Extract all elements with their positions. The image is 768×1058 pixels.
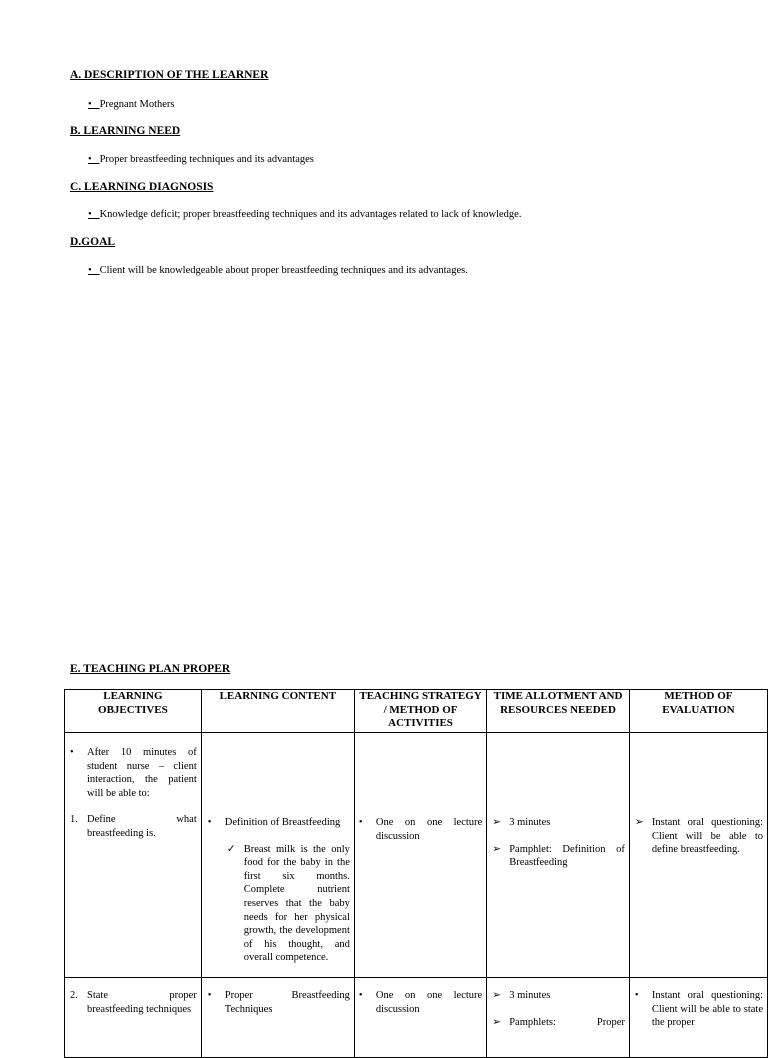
section-c-item-text: Knowledge deficit; proper breastfeeding techniques and its advantages related to lack of knowledge. [99,209,522,220]
section-a-title: A. DESCRIPTION OF THE LEARNER [70,69,269,81]
header-learning-objectives: LEARNING OBJECTIVES [65,690,202,733]
objective-item: 2. State proper breastfeeding techniques [70,990,197,1015]
checkmark-icon: ✓ [226,843,236,855]
objective-number: 1. [70,814,78,826]
strategy-item: • One on one lecture discussion [358,817,483,842]
objective-intro: • After 10 minutes of student nurse – client interaction, the patient will be able to: [70,747,197,799]
strategy-cell [354,978,486,1058]
header-time-allotment: TIME ALLOTMENT AND RESOURCES NEEDED [487,690,630,733]
section-c-item [88,208,521,222]
content-cell [201,978,354,1058]
bullet-icon: • [88,265,92,276]
section-e-title: E. TEACHING PLAN PROPER [70,663,231,675]
time-item: ➢ 3 minutes [492,990,551,1001]
section-d-item-text: Client will be knowledgeable about proper breastfeeding techniques and its advantages. [99,265,468,276]
table-row [65,978,768,1058]
resources-item: ➢ Pamphlets: Proper [492,1016,625,1028]
strategy-cell [354,733,486,978]
evaluation-cell [629,733,767,978]
bullet-icon: • [207,817,212,828]
content-sub-item: ✓ Breast milk is the only food for the baby in the first six months. Complete nutrient reserves that the baby needs for her physical growth, the development of his thought, and overall competence. [226,843,350,964]
table-header-row [65,690,768,733]
strategy-item: • One on one lecture discussion [358,990,483,1015]
arrow-bullet-icon: ➢ [492,1016,502,1028]
section-a-item-text: Pregnant Mothers [99,99,175,110]
resources-item: ➢ Pamphlet: Definition of Breastfeeding [492,843,625,869]
evaluation-item: ➢ Instant oral questioning: Client will be able to define breastfeeding. [634,817,763,856]
arrow-bullet-icon: ➢ [634,817,644,828]
section-a-item [88,98,175,112]
arrow-bullet-icon: ➢ [492,990,502,1001]
bullet-icon: • [88,99,92,110]
section-d-item [88,264,468,278]
content-item: • Definition of Breastfeeding [207,817,341,828]
objective-cell [65,978,202,1058]
arrow-bullet-icon: ➢ [492,843,502,855]
objective-cell [65,733,202,978]
bullet-icon: • [358,817,363,828]
bullet-icon: • [207,990,212,1001]
content-cell [201,733,354,978]
header-teaching-strategy: TEACHING STRATEGY / METHOD OF ACTIVITIES [354,690,486,733]
bullet-icon: • [88,154,92,165]
objective-item: 1. Define what breastfeeding is. [70,814,197,839]
section-b-title: B. LEARNING NEED [70,125,181,137]
arrow-bullet-icon: ➢ [492,817,502,828]
time-item: ➢ 3 minutes [492,817,551,828]
section-b-item [88,153,314,167]
objective-number: 2. [70,990,78,1001]
time-resources-cell [487,733,630,978]
header-learning-content: LEARNING CONTENT [201,690,354,733]
table-row [65,733,768,978]
evaluation-cell [629,978,767,1058]
header-method-of-evaluation: METHOD OF EVALUATION [629,690,767,733]
evaluation-item: • Instant oral questioning: Client will be able to state the proper [634,990,763,1029]
content-item: • Proper Breastfeeding Techniques [207,990,350,1015]
section-b-item-text: Proper breastfeeding techniques and its advantages [99,154,314,165]
time-resources-cell [487,978,630,1058]
section-d-title: D.GOAL [70,236,116,248]
teaching-plan-table [64,689,768,1058]
bullet-icon: • [358,990,363,1001]
bullet-icon: • [70,747,74,758]
bullet-icon: • [88,209,92,220]
section-c-title: C. LEARNING DIAGNOSIS [70,181,214,193]
bullet-icon: • [634,990,639,1001]
